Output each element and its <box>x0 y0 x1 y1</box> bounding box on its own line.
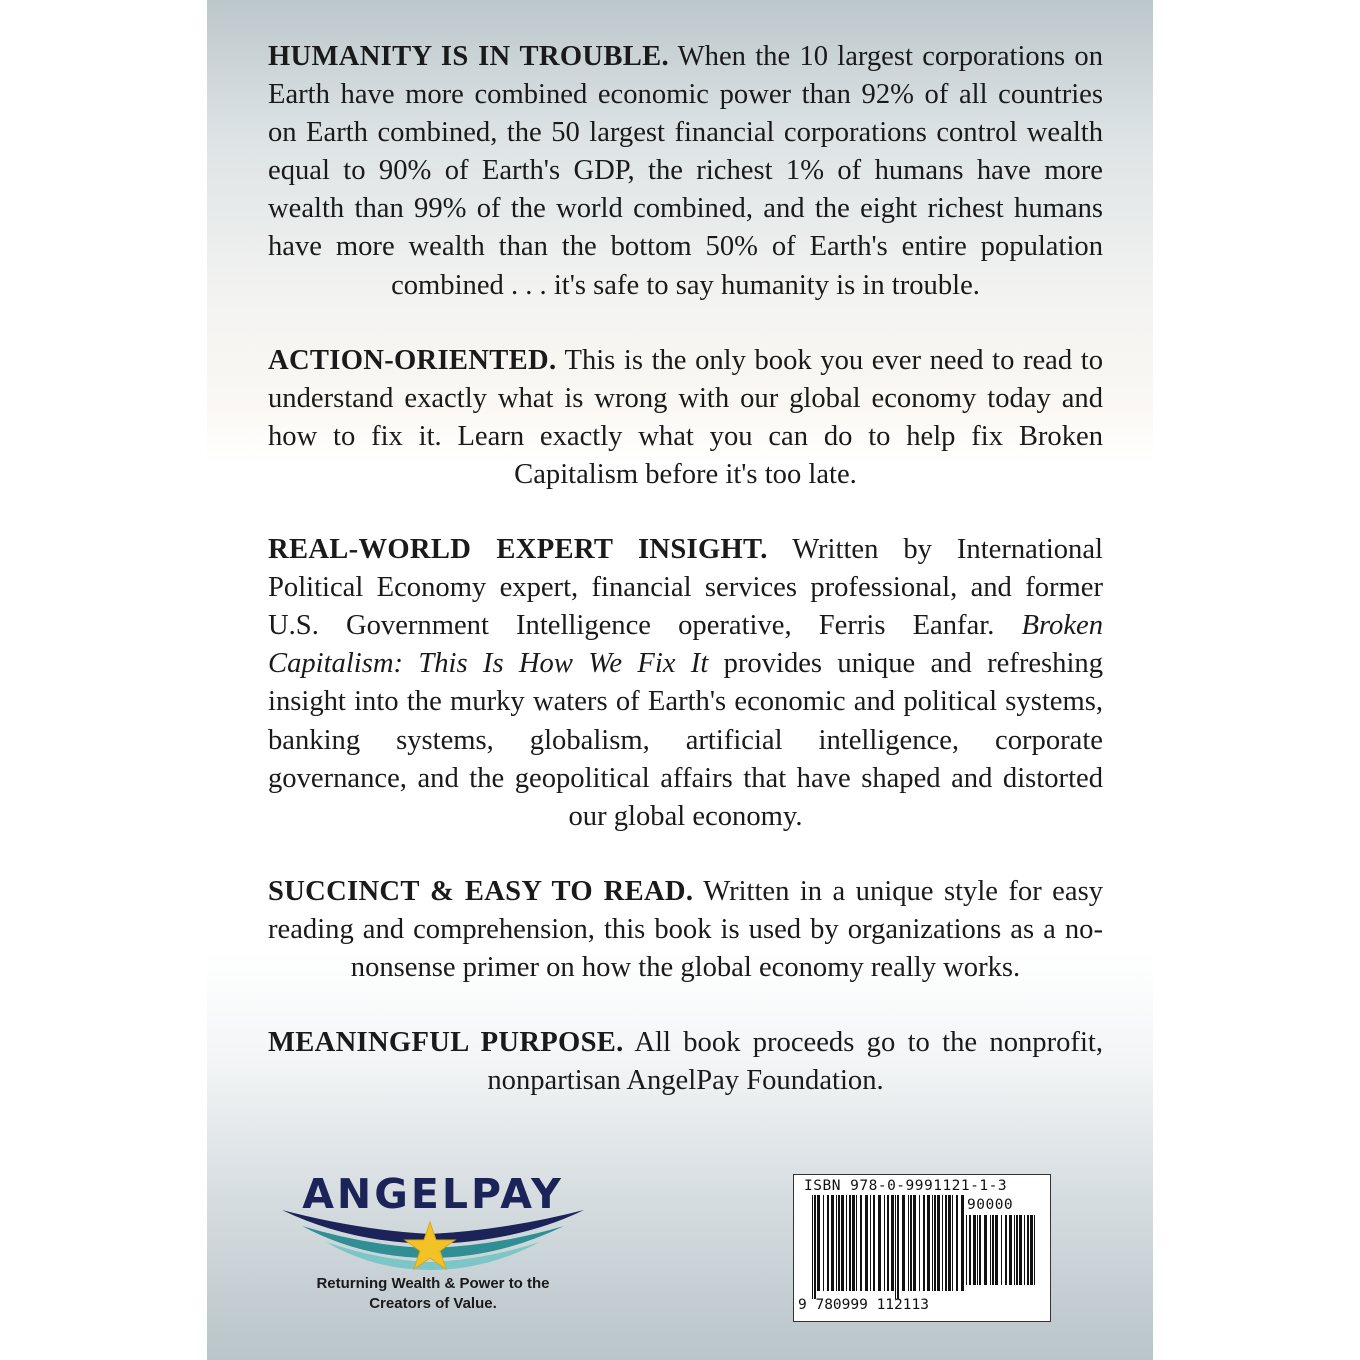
tagline-line-1: Returning Wealth & Power to the <box>316 1275 550 1292</box>
body-succinct: Written in a unique style for easy reading and comprehension, this book is used by organizations as a no-nonsense primer on how the global economy really works. <box>268 875 1103 983</box>
book-title-italic: Broken Capitalism: This Is How We Fix It <box>268 610 1103 680</box>
isbn-number: ISBN 978-0-9991121-1-3 <box>804 1178 1008 1194</box>
body-expert: Written by International Political Economy expert, financial services professional, and former U.S. Government Intelligence operative, Ferris Eanfar. <box>268 534 1103 642</box>
logo-wordmark: ANGELPAY <box>302 1170 564 1218</box>
body-purpose: All book proceeds go to the nonprofit, nonpartisan AngelPay Foundation. <box>487 1027 1103 1097</box>
price-code: 90000 <box>967 1197 1014 1213</box>
tagline-line-2: Creators of Value. <box>369 1295 497 1312</box>
body-action: This is the only book you ever need to read to understand exactly what is wrong with our global economy today and how to fix it. Learn exactly what you can do to help fix Broken Capitalism before it's too late. <box>268 344 1103 490</box>
heading-humanity: HUMANITY IS IN TROUBLE. <box>268 41 669 72</box>
logo-tagline <box>278 1274 588 1314</box>
isbn-barcode <box>793 1174 1051 1322</box>
heading-purpose: MEANINGFUL PURPOSE. <box>268 1027 624 1059</box>
heading-succinct: SUCCINCT & EASY TO READ. <box>268 875 694 907</box>
paragraph-purpose <box>268 1024 1103 1100</box>
paragraph-action <box>268 342 1103 494</box>
paragraph-expert <box>268 531 1103 836</box>
paragraph-humanity <box>268 38 1103 305</box>
addon-barcode-bars <box>966 1215 1038 1293</box>
ean-digits: 9 780999 112113 <box>798 1297 929 1313</box>
heading-action: ACTION-ORIENTED. <box>268 344 557 376</box>
body-humanity: When the 10 largest corporations on Earth have more combined economic power than 92% of all countries on Earth combined, the 50 largest financial corporations control wealth equal to 90% of Earth's GDP, the richest 1% of humans have more wealth than 99% of the world combined, and the eight richest humans have more wealth than the bottom 50% of Earth's entire population combined . . . it's safe to say humanity is in trouble. <box>268 41 1103 301</box>
wings-star-icon <box>278 1208 588 1278</box>
heading-expert: REAL-WORLD EXPERT INSIGHT. <box>268 534 768 566</box>
body-expert-2: provides unique and refreshing insight into the murky waters of Earth's economic and political systems, banking systems, globalism, artificial intelligence, corporate governance, and the geopolitical affairs that have shaped and distorted our global economy. <box>268 648 1103 832</box>
angelpay-logo <box>278 1168 588 1318</box>
blurb-text <box>268 38 1103 1137</box>
paragraph-succinct <box>268 873 1103 987</box>
ean-barcode-bars <box>812 1195 964 1299</box>
